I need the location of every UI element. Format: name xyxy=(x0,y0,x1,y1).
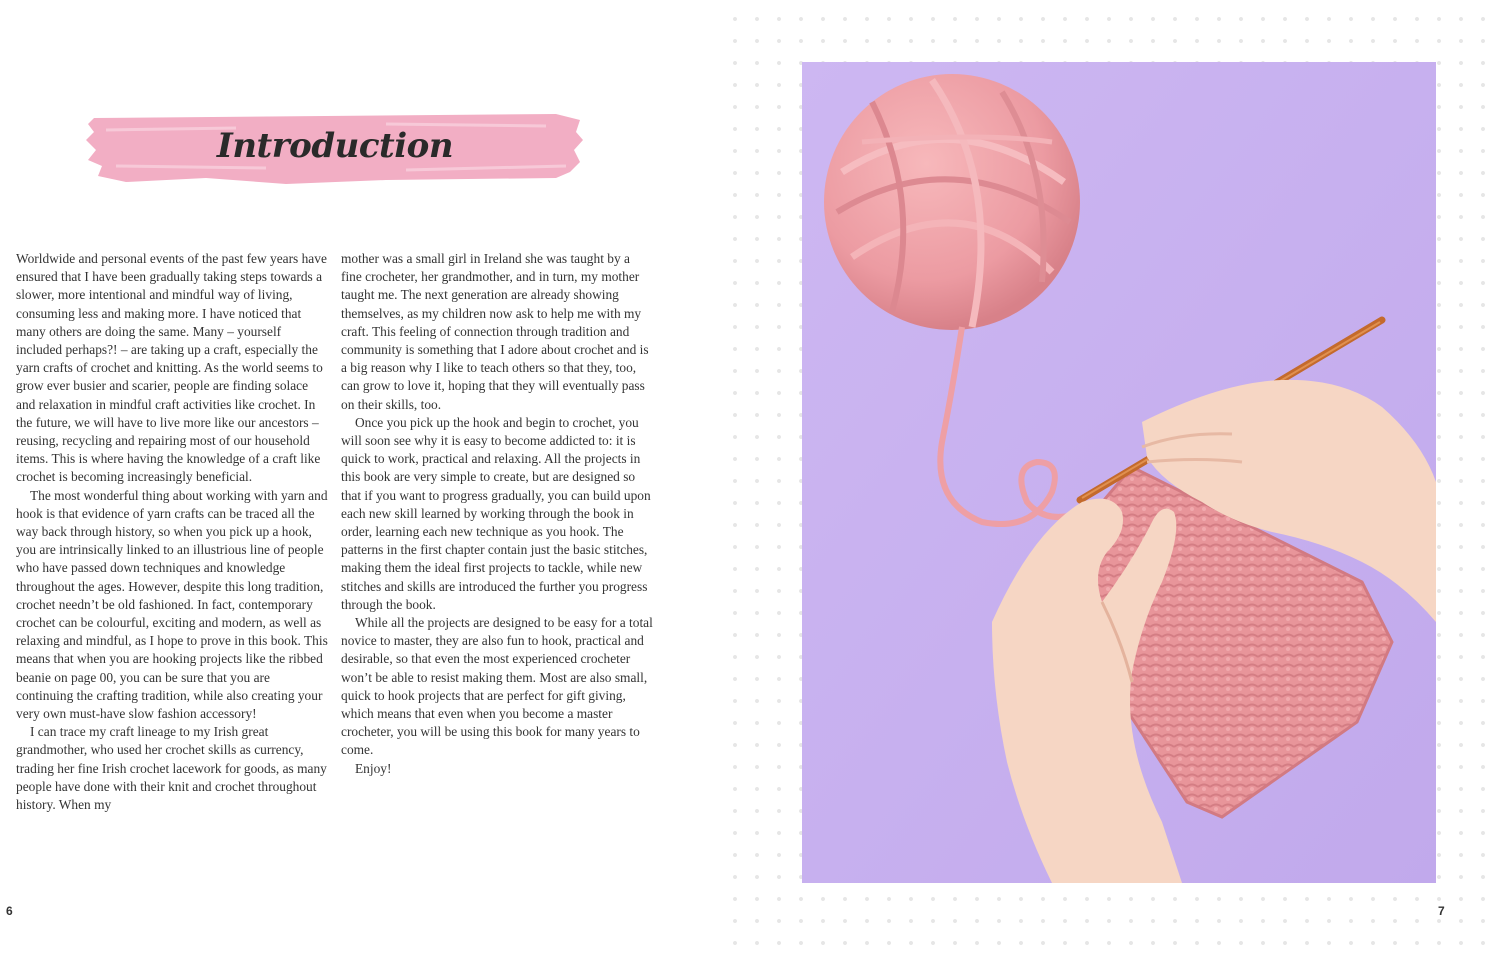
page-number-right: 7 xyxy=(1438,904,1445,918)
text-column-2 xyxy=(341,250,653,778)
page-number-left: 6 xyxy=(6,904,13,918)
paragraph: Once you pick up the hook and begin to crochet, you will soon see why it is easy to become addicted to: it is quick to work, practical and relaxing. All the projects in this book are very simple to create, but are designed so that if you want to progress gradually, you can build upon each new skill learned by working through the book in order, learning each new technique as you hook. The patterns in the first chapter contain just the basic stitches, making them the ideal first projects to tackle, while new stitches and skills are introduced the further you progress through the book. xyxy=(341,414,651,612)
page-title: Introduction xyxy=(216,126,454,166)
title-banner xyxy=(86,110,584,186)
paragraph: The most wonderful thing about working with yarn and hook is that evidence of yarn crafts can be traced all the way back through history, so when you pick up a hook, you are intrinsically linked to an illustrious line of people who have passed down techniques and knowledge throughout the ages. However, despite this long tradition, crochet needn’t be old fashioned. In fact, contemporary crochet can be colourful, exciting and modern, as well as relaxing and mindful, as I hope to prove in this book. This means that when you are hooking projects like the ribbed beanie on page 00, you can be sure that you are continuing the crafting tradition, while also creating your very own must-have slow fashion accessory! xyxy=(16,487,328,722)
paragraph: Worldwide and personal events of the past few years have ensured that I have been gradually taking steps towards a slower, more intentional and mindful way of living, consuming less and making more. I have noticed that many others are doing the same. Many – yourself included perhaps?! – are taking up a craft, especially the yarn crafts of crochet and knitting. As the world seems to grow ever busier and scarier, people are finding solace and relaxation in mindful craft activities like crochet. In the future, we will have to live more like our ancestors – reusing, recycling and repairing most of our household items. This is where having the knowledge of a craft like crochet is becoming increasingly beneficial. xyxy=(16,251,327,485)
crochet-photo xyxy=(802,62,1436,883)
crochet-illustration xyxy=(802,62,1436,883)
yarn-ball xyxy=(824,74,1080,330)
paragraph: mother was a small girl in Ireland she was taught by a fine crocheter, her grandmother, and in turn, my mother taught me. The next generation are already showing themselves, as my children now ask to help me with my craft. This feeling of connection through tradition and community is something that I adore about crochet and is a big reason why I like to teach others so that they, too, can grow to love it, hoping that they will eventually pass on their skills, too. xyxy=(341,251,649,412)
paragraph: I can trace my craft lineage to my Irish great grandmother, who used her crochet skills as currency, trading her fine Irish crochet lacework for goods, as many people have done with their knit and crochet throughout history. When my xyxy=(16,724,327,813)
text-column-1 xyxy=(16,250,328,814)
paragraph: Enjoy! xyxy=(355,760,392,776)
paragraph: While all the projects are designed to be easy for a total novice to master, they are also fun to hook, practical and desirable, so that even the most experienced crocheter won’t be able to resist making them. Most are also small, quick to hook projects that are perfect for gift giving, which means that even when you become a master crocheter, you will be using this book for many years to come. xyxy=(341,615,653,758)
